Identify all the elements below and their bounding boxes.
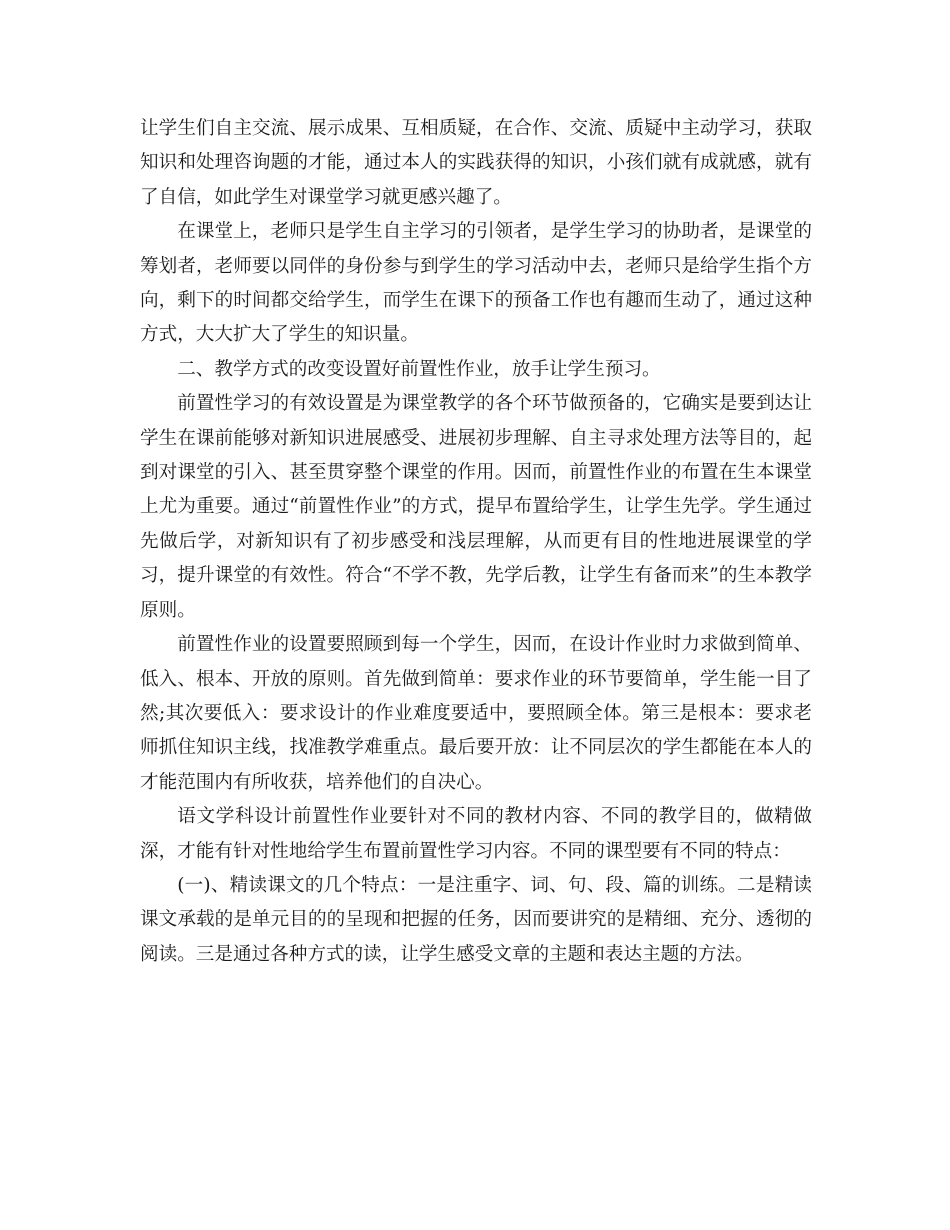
paragraph-4: 前置性学习的有效设置是为课堂教学的各个环节做预备的，它确实是要到达让学生在课前能够对新知识进展感受、进展初步理解、自主寻求处理方法等目的，起到对课堂的引入、甚至贯穿整个课堂的作用。因而，前置性作业的布置在生本课堂上尤为重要。通过“前置性作业”的方式，提早布置给学生，让学生先学。学生通过先做后学，对新知识有了初步感受和浅层理解，从而更有目的性地进展课堂的学习，提升课堂的有效性。符合“不学不教，先学后教，让学生有备而来”的生本教学原则。 xyxy=(140,393,812,621)
document-body xyxy=(140,112,812,972)
paragraph-5: 前置性作业的设置要照顾到每一个学生，因而，在设计作业时力求做到简单、低入、根本、开放的原则。首先做到简单：要求作业的环节要简单，学生能一目了然;其次要低入：要求设计的作业难度要适中，要照顾全体。第三是根本：要求老师抓住知识主线，找准教学难重点。最后要开放：让不同层次的学生都能在本人的才能范围内有所收获，培养他们的自决心。 xyxy=(140,634,812,793)
paragraph-7: (一)、精读课文的几个特点：一是注重字、词、句、段、篇的训练。二是精读课文承载的是单元目的的呈现和把握的任务，因而要讲究的是精细、充分、透彻的阅读。三是通过各种方式的读，让学生感受文章的主题和表达主题的方法。 xyxy=(140,874,812,965)
paragraph-6: 语文学科设计前置性作业要针对不同的教材内容、不同的教学目的，做精做深，才能有针对性地给学生布置前置性学习内容。不同的课型要有不同的特点： xyxy=(140,806,812,862)
paragraph-2: 在课堂上，老师只是学生自主学习的引领者，是学生学习的协助者，是课堂的筹划者，老师要以同伴的身份参与到学生的学习活动中去，老师只是给学生指个方向，剩下的时间都交给学生，而学生在课下的预备工作也有趣而生动了，通过这种方式，大大扩大了学生的知识量。 xyxy=(140,221,812,346)
paragraph-1: 让学生们自主交流、展示成果、互相质疑，在合作、交流、质疑中主动学习，获取知识和处理咨询题的才能，通过本人的实践获得的知识，小孩们就有成就感，就有了自信，如此学生对课堂学习就更感兴趣了。 xyxy=(140,118,812,208)
section-heading: 二、教学方式的改变设置好前置性作业，放手让学生预习。 xyxy=(177,358,661,380)
